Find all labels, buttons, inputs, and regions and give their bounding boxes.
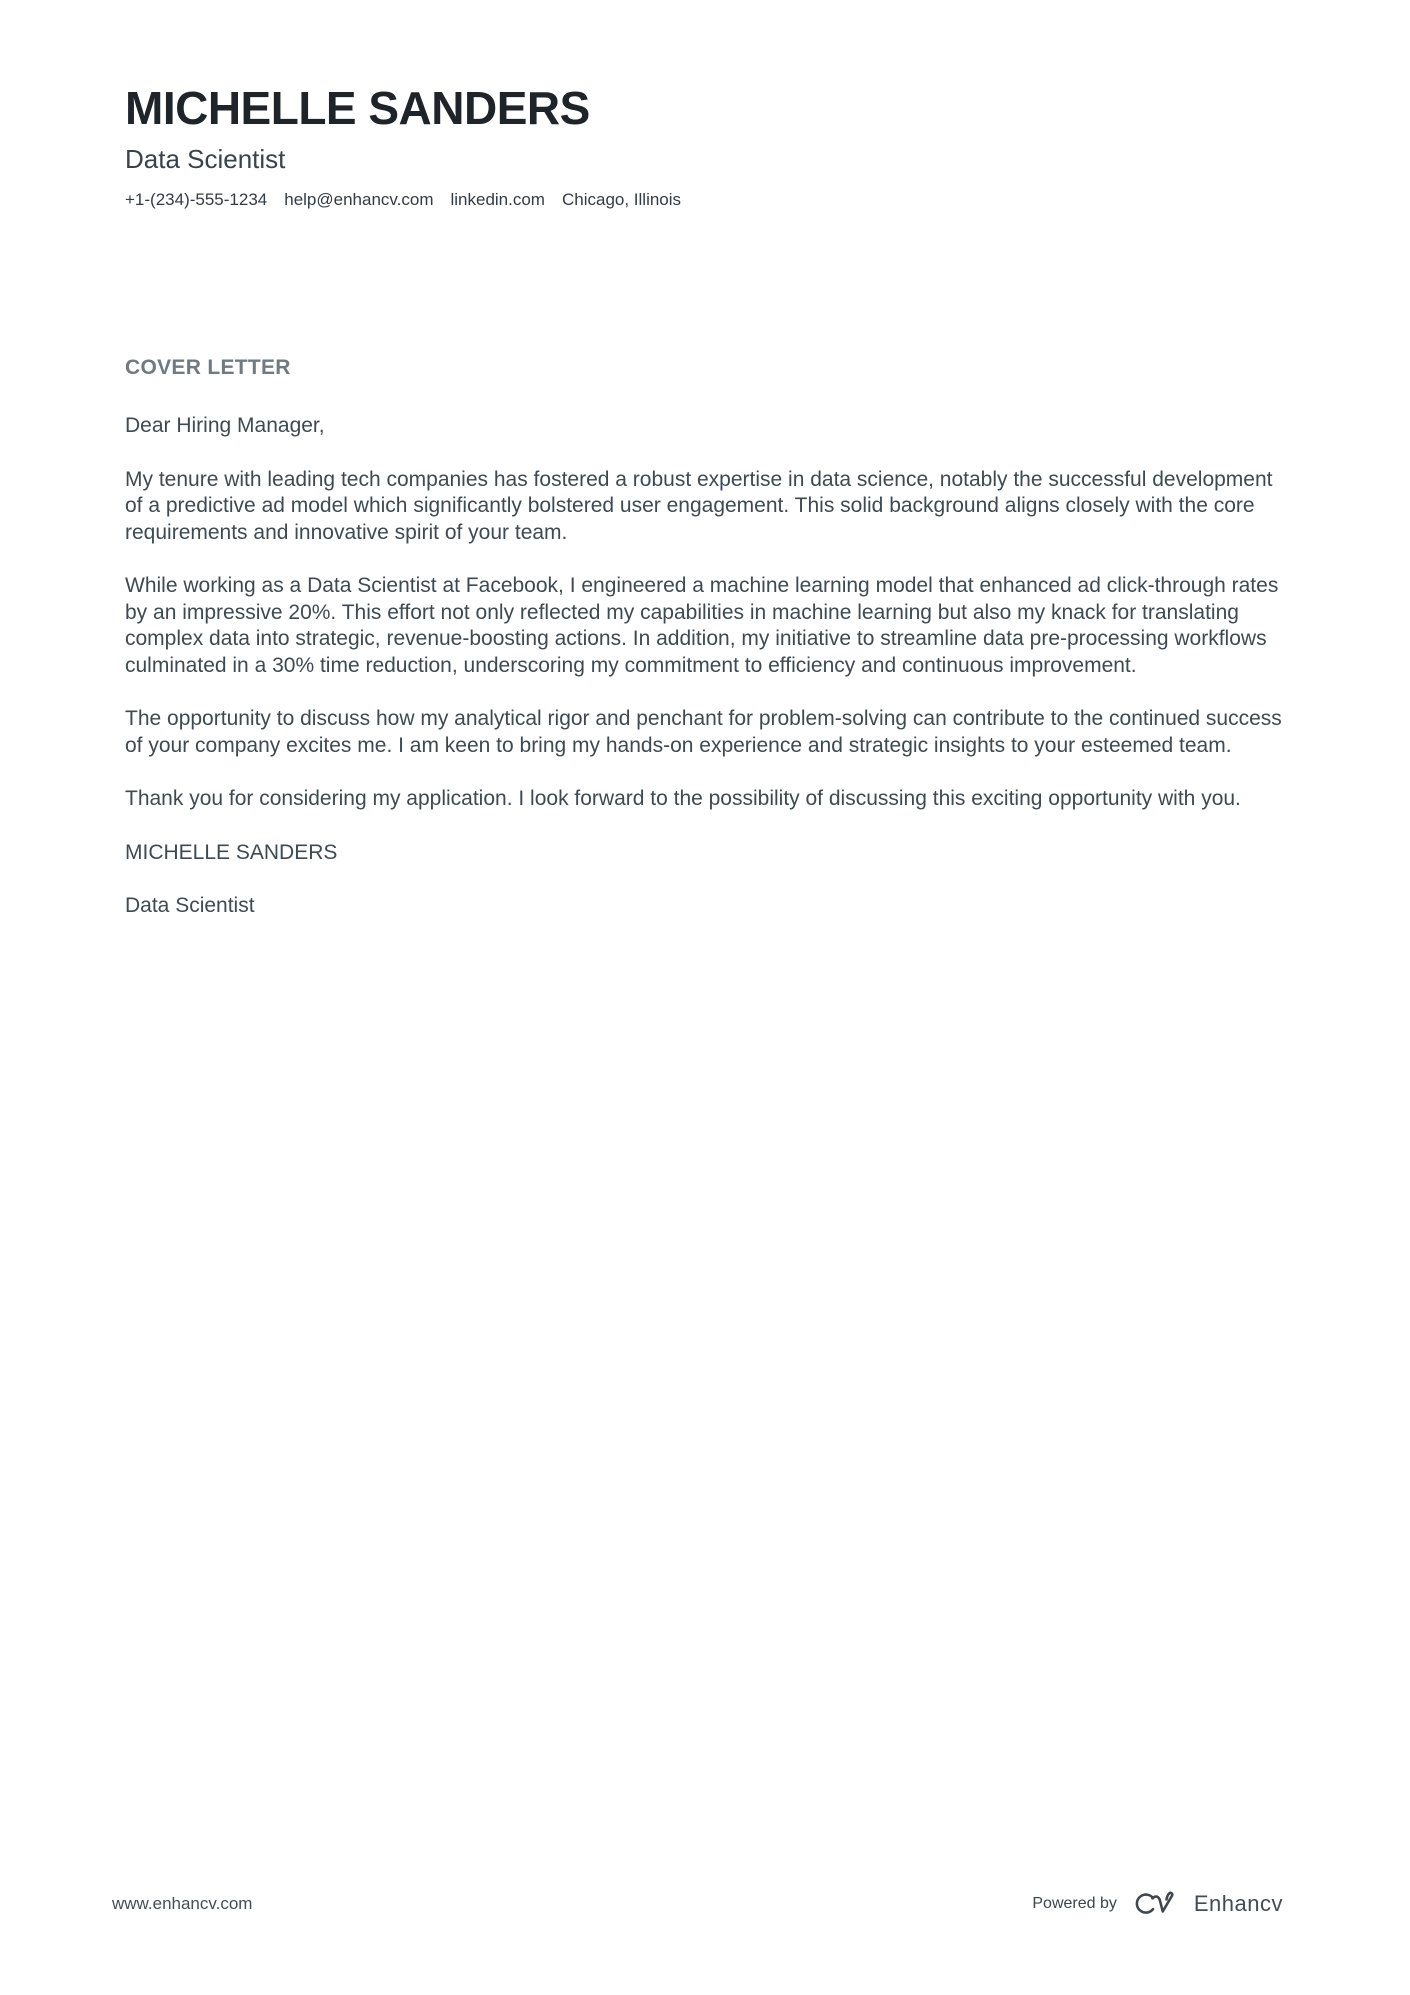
letter-body bbox=[125, 356, 1288, 920]
person-title: Data Scientist bbox=[125, 144, 286, 175]
paragraph-2: While working as a Data Scientist at Facebook, I engineered a machine learning model that enhanced ad click-through rates by an impressive 20%. This effort not only reflected my capabilities in machine learning but also my knack for translating complex data into strategic, revenue-boosting actions. In addition, my initiative to streamline data pre-processing workflows culminated in a 30% time reduction, underscoring my commitment to efficiency and continuous improvement. bbox=[125, 574, 1279, 677]
salutation: Dear Hiring Manager, bbox=[125, 414, 325, 438]
footer-website-link[interactable]: www.enhancv.com bbox=[112, 1893, 253, 1913]
letter-header bbox=[125, 84, 1288, 210]
powered-by-label: Powered by bbox=[1032, 1894, 1117, 1912]
phone-number: +1-(234)-555-1234 bbox=[125, 190, 268, 210]
signature-name: MICHELLE SANDERS bbox=[125, 840, 338, 864]
powered-by-link[interactable] bbox=[1032, 1890, 1283, 1917]
email-link[interactable]: help@enhancv.com bbox=[284, 190, 434, 210]
contact-row bbox=[125, 190, 1288, 210]
signature-title: Data Scientist bbox=[125, 894, 255, 918]
paragraph-4: Thank you for considering my application. I look forward to the possibility of discussing this exciting opportunity with you. bbox=[125, 787, 1241, 811]
page-footer bbox=[0, 1890, 1410, 1917]
enhancv-logo-icon bbox=[1132, 1890, 1179, 1917]
person-name: MICHELLE SANDERS bbox=[125, 82, 590, 134]
enhancv-brand-text: Enhancv bbox=[1193, 1890, 1283, 1916]
location-text: Chicago, Illinois bbox=[561, 190, 682, 210]
paragraph-3: The opportunity to discuss how my analytical rigor and penchant for problem-solving can contribute to the continued success of your company excites me. I am keen to bring my hands-on experience and strategic insights to your esteemed team. bbox=[125, 707, 1282, 757]
paragraph-1: My tenure with leading tech companies has fostered a robust expertise in data science, notably the successful development of a predictive ad model which significantly bolstered user engagement. This solid background aligns closely with the core requirements and innovative spirit of your team. bbox=[125, 467, 1273, 544]
section-label: COVER LETTER bbox=[125, 356, 291, 380]
linkedin-link[interactable]: linkedin.com bbox=[450, 190, 545, 210]
